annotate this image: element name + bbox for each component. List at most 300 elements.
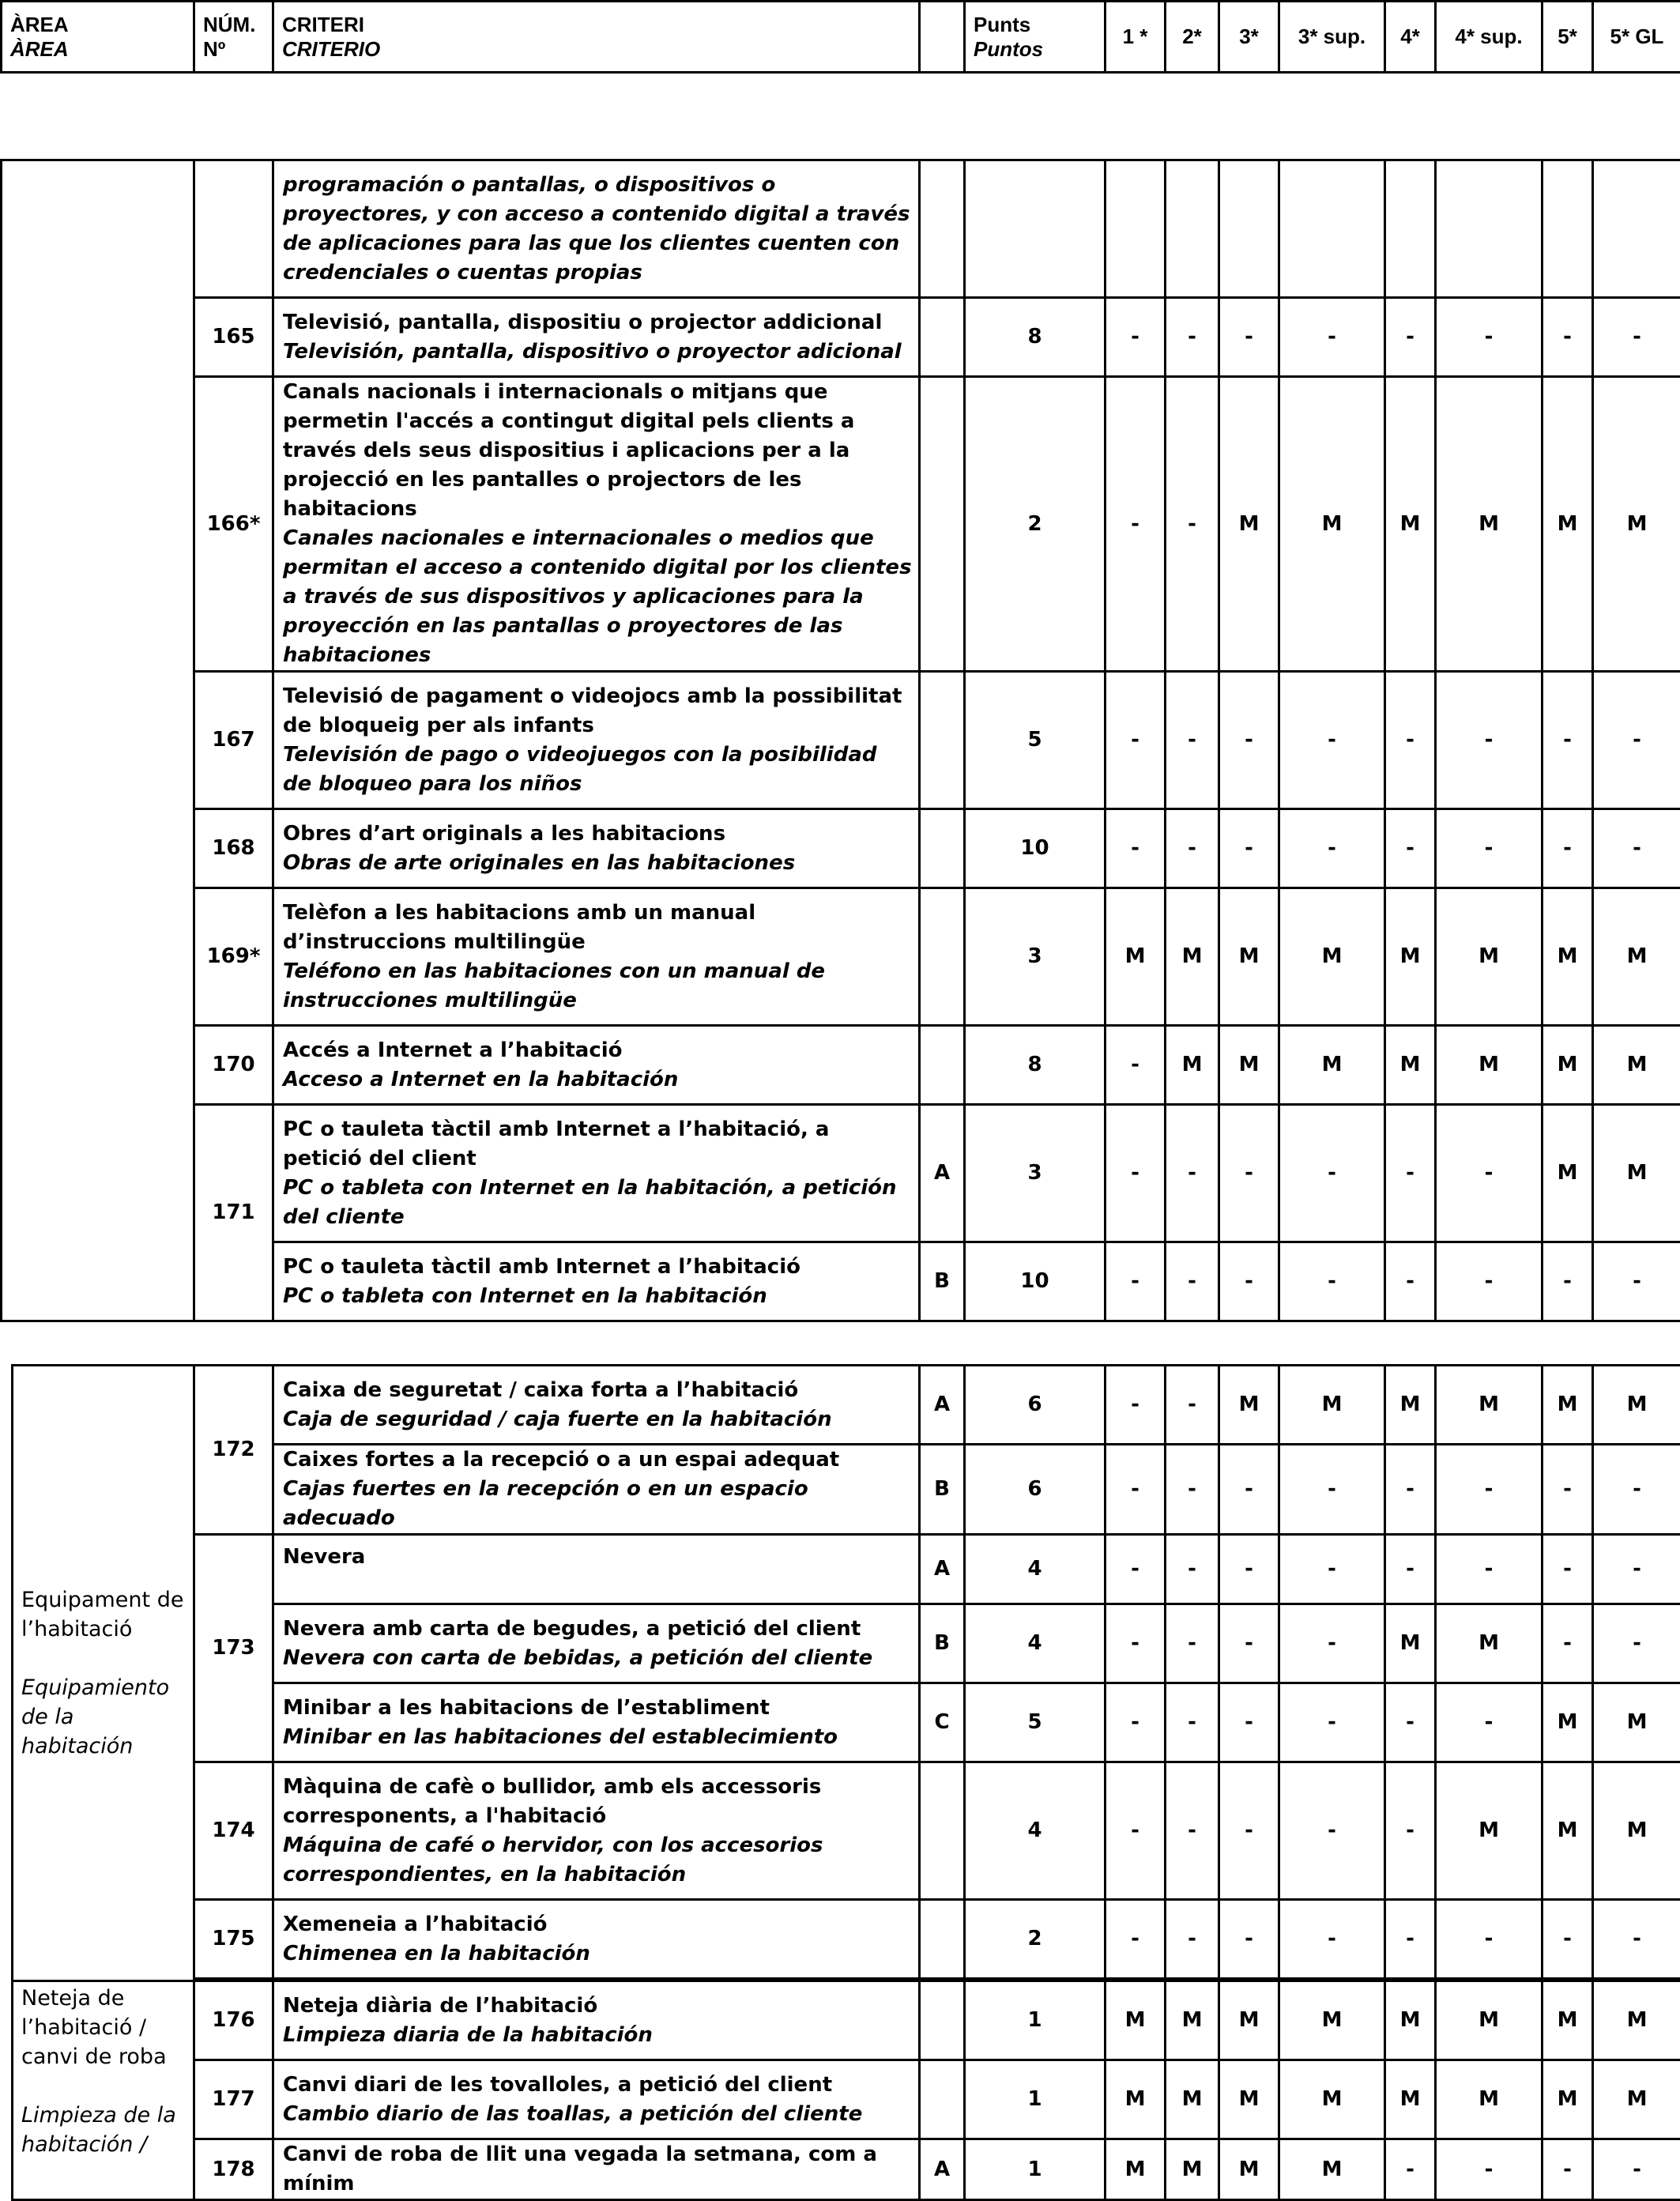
points-cell: 10	[965, 1242, 1106, 1321]
num-cell: 175	[194, 1900, 273, 1979]
grade-cell: M	[1385, 1604, 1436, 1683]
grade-cell: -	[1436, 672, 1543, 809]
area-es: Equipamiento de la habitación	[21, 1673, 190, 1761]
grade-cell: M	[1436, 1026, 1543, 1105]
grade-cell	[1219, 160, 1279, 298]
area-ca: Neteja de l’habitació / canvi de roba	[21, 1984, 190, 2071]
grade-cell: -	[1219, 809, 1279, 888]
grade-cell: M	[1385, 377, 1436, 672]
criterion-cell	[273, 888, 920, 1026]
criterion-ca: Canvi diari de les tovalloles, a petició del client	[283, 2071, 912, 2100]
grade-cell: -	[1543, 1445, 1593, 1535]
grade-cell: -	[1593, 1445, 1680, 1535]
grade-cell: -	[1436, 298, 1543, 377]
grade-cell: M	[1219, 888, 1279, 1026]
grade-cell: M	[1543, 888, 1593, 1026]
grade-cell: M	[1166, 1981, 1219, 2060]
grade-cell: M	[1219, 1981, 1279, 2060]
header-points	[965, 2, 1106, 73]
grade-cell: -	[1593, 1535, 1680, 1604]
grade-cell: M	[1543, 1683, 1593, 1762]
table-row	[13, 1535, 1680, 1604]
grade-cell: -	[1106, 1026, 1166, 1105]
grade-cell: -	[1106, 672, 1166, 809]
points-cell: 4	[965, 1762, 1106, 1900]
header-grade-5: 5*	[1543, 2, 1593, 73]
grade-cell: M	[1385, 888, 1436, 1026]
variant-cell	[920, 1762, 965, 1900]
grade-cell: -	[1106, 1445, 1166, 1535]
grade-cell: -	[1166, 298, 1219, 377]
grade-cell: M	[1543, 1762, 1593, 1900]
header-points-es: Puntos	[974, 37, 1104, 62]
grade-cell: M	[1385, 2060, 1436, 2139]
points-cell: 1	[965, 2139, 1106, 2200]
criterion-es: Televisión, pantalla, dispositivo o proyector adicional	[283, 337, 912, 367]
num-cell: 169*	[194, 888, 273, 1026]
criterion-ca: Accés a Internet a l’habitació	[283, 1036, 912, 1065]
grade-cell: -	[1385, 1762, 1436, 1900]
header-criterion-ca: CRITERI	[282, 13, 918, 37]
num-cell: 171	[194, 1105, 273, 1321]
header-grade-2: 2*	[1166, 2, 1219, 73]
grade-cell: -	[1166, 1762, 1219, 1900]
variant-cell	[920, 1900, 965, 1979]
grade-cell: -	[1385, 809, 1436, 888]
criterion-es: PC o tableta con Internet en la habitación	[283, 1282, 912, 1311]
header-criterion-es: CRITERIO	[282, 37, 918, 62]
grade-cell: -	[1106, 1604, 1166, 1683]
points-cell: 2	[965, 1900, 1106, 1979]
grade-cell: M	[1593, 888, 1680, 1026]
grade-cell: M	[1436, 1981, 1543, 2060]
grade-cell: -	[1543, 809, 1593, 888]
points-cell: 3	[965, 1105, 1106, 1242]
grade-cell: -	[1219, 1242, 1279, 1321]
criterion-es: Chimenea en la habitación	[283, 1939, 912, 1969]
num-cell: 178	[194, 2139, 273, 2200]
grade-cell: M	[1593, 1762, 1680, 1900]
grade-cell: -	[1385, 1105, 1436, 1242]
header-num-ca: NÚM.	[203, 13, 272, 37]
header-grade-4-sup: 4* sup.	[1436, 2, 1543, 73]
grade-cell: -	[1166, 809, 1219, 888]
grade-cell: -	[1436, 1445, 1543, 1535]
criterion-es: Limpieza diaria de la habitación	[283, 2021, 912, 2050]
grade-cell: -	[1106, 1242, 1166, 1321]
grade-cell	[1279, 160, 1385, 298]
grade-cell: -	[1436, 1683, 1543, 1762]
grade-cell: -	[1385, 1683, 1436, 1762]
variant-cell: A	[920, 1105, 965, 1242]
criterion-ca: PC o tauleta tàctil amb Internet a l’habitació, a petició del client	[283, 1115, 912, 1174]
grade-cell: M	[1106, 1981, 1166, 2060]
header-area-ca: ÀREA	[10, 13, 193, 37]
grade-cell: M	[1279, 2060, 1385, 2139]
grade-cell: M	[1279, 1981, 1385, 2060]
grade-cell: -	[1279, 809, 1385, 888]
criterion-continuation: programación o pantallas, o dispositivos o proyectores, y con acceso a contenido digital a través de aplicaciones para las que los clientes cuenten con credenciales o cuentas propias	[283, 171, 912, 288]
variant-cell: A	[920, 2139, 965, 2200]
criterion-cell	[273, 672, 920, 809]
variant-cell: B	[920, 1445, 965, 1535]
header-grade-4: 4*	[1385, 2, 1436, 73]
criterion-es: Máquina de café o hervidor, con los accesorios correspondientes, en la habitación	[283, 1831, 912, 1890]
criterion-ca: Xemeneia a l’habitació	[283, 1910, 912, 1939]
grade-cell: -	[1385, 1900, 1436, 1979]
header-area	[2, 2, 194, 73]
grade-cell: -	[1543, 1900, 1593, 1979]
grade-cell: -	[1219, 1683, 1279, 1762]
grade-cell: -	[1166, 1366, 1219, 1445]
criterion-ca: Canals nacionals i internacionals o mitjans que permetin l'accés a contingut digital pels clients a través dels seus dispositius i aplicacions per a la projecció en les pantalles o projectors de les habitacions	[283, 378, 912, 524]
grade-cell: -	[1279, 1535, 1385, 1604]
criterion-es: Televisión de pago o videojuegos con la posibilidad de bloqueo para los niños	[283, 741, 912, 799]
grade-cell: M	[1543, 1366, 1593, 1445]
criterion-es: Caja de seguridad / caja fuerte en la habitación	[283, 1405, 912, 1434]
criterion-cell	[273, 1445, 920, 1535]
criterion-es: Obras de arte originales en las habitaciones	[283, 849, 912, 878]
criterion-cell	[273, 1026, 920, 1105]
grade-cell: -	[1106, 377, 1166, 672]
grade-cell: -	[1166, 1445, 1219, 1535]
grade-cell: -	[1436, 1900, 1543, 1979]
grade-cell: M	[1106, 888, 1166, 1026]
criterion-es: PC o tableta con Internet en la habitación, a petición del cliente	[283, 1174, 912, 1232]
num-cell: 168	[194, 809, 273, 888]
table-row	[13, 1366, 1680, 1445]
grade-cell: -	[1279, 298, 1385, 377]
table-row	[2, 888, 1680, 1026]
grade-cell: M	[1543, 1981, 1593, 2060]
criterion-cell	[273, 1762, 920, 1900]
points-cell: 1	[965, 2060, 1106, 2139]
grade-cell: M	[1166, 1026, 1219, 1105]
variant-cell: B	[920, 1242, 965, 1321]
grade-cell: -	[1219, 672, 1279, 809]
criterion-ca: Caixa de seguretat / caixa forta a l’habitació	[283, 1376, 912, 1405]
points-cell: 4	[965, 1535, 1106, 1604]
grade-cell: M	[1543, 377, 1593, 672]
points-cell: 6	[965, 1445, 1106, 1535]
variant-cell	[920, 160, 965, 298]
grade-cell: -	[1593, 809, 1680, 888]
grade-cell: M	[1436, 888, 1543, 1026]
variant-cell: A	[920, 1366, 965, 1445]
grade-cell: M	[1166, 888, 1219, 1026]
header-grade-3-sup: 3* sup.	[1279, 2, 1385, 73]
num-cell: 177	[194, 2060, 273, 2139]
criteria-table-1	[0, 159, 1680, 1322]
points-cell: 5	[965, 672, 1106, 809]
grade-cell	[1385, 160, 1436, 298]
grade-cell: -	[1106, 1105, 1166, 1242]
variant-cell: C	[920, 1683, 965, 1762]
table-row	[13, 1762, 1680, 1900]
grade-cell: -	[1279, 1683, 1385, 1762]
criterion-ca: Neteja diària de l’habitació	[283, 1992, 912, 2021]
grade-cell: M	[1593, 1026, 1680, 1105]
grade-cell: -	[1385, 1445, 1436, 1535]
area-cell-room-equipment	[13, 1366, 194, 1981]
criterion-cell	[273, 298, 920, 377]
grade-cell: M	[1436, 1366, 1543, 1445]
grade-cell	[1593, 160, 1680, 298]
header-area-es: ÀREA	[10, 37, 193, 62]
grade-cell: M	[1385, 1026, 1436, 1105]
criterion-cell	[273, 2060, 920, 2139]
grade-cell: M	[1219, 2060, 1279, 2139]
criterion-es: Minibar en las habitaciones del establecimiento	[283, 1723, 912, 1752]
grade-cell: M	[1436, 2060, 1543, 2139]
grade-cell: M	[1436, 1762, 1543, 1900]
grade-cell: -	[1106, 809, 1166, 888]
grade-cell: M	[1279, 888, 1385, 1026]
grade-cell: -	[1436, 2139, 1543, 2200]
criterion-ca: PC o tauleta tàctil amb Internet a l’habitació	[283, 1253, 912, 1282]
header-num	[194, 2, 273, 73]
area-cell-room-cleaning	[13, 1981, 194, 2200]
criterion-es: Teléfono en las habitaciones con un manual de instrucciones multilingüe	[283, 957, 912, 1016]
num-cell: 165	[194, 298, 273, 377]
grade-cell: -	[1166, 1604, 1219, 1683]
grade-cell: -	[1279, 1762, 1385, 1900]
grade-cell: M	[1385, 1366, 1436, 1445]
header-criterion	[273, 2, 920, 73]
points-cell: 4	[965, 1604, 1106, 1683]
criterion-es: Acceso a Internet en la habitación	[283, 1065, 912, 1095]
criterion-cell	[273, 1604, 920, 1683]
criterion-cell	[273, 1981, 920, 2060]
criterion-cell	[273, 1105, 920, 1242]
grade-cell: -	[1593, 298, 1680, 377]
criterion-ca: Canvi de roba de llit una vegada la setmana, com a mínim	[283, 2140, 912, 2199]
criterion-ca: Nevera amb carta de begudes, a petició del client	[283, 1615, 912, 1644]
table-row	[2, 1026, 1680, 1105]
header-table	[0, 0, 1680, 73]
variant-cell: A	[920, 1535, 965, 1604]
criterion-es: Canales nacionales e internacionales o medios que permitan el acceso a contenido digital por los clientes a través de sus dispositivos y aplicaciones para la proyección en las pantallas o proyectores de las habitaciones	[283, 524, 912, 670]
criterion-cell	[273, 160, 920, 298]
table-row	[2, 298, 1680, 377]
variant-cell	[920, 672, 965, 809]
points-cell: 5	[965, 1683, 1106, 1762]
table-row	[2, 377, 1680, 672]
grade-cell	[1166, 160, 1219, 298]
num-cell: 166*	[194, 377, 273, 672]
points-cell: 2	[965, 377, 1106, 672]
grade-cell: M	[1543, 2060, 1593, 2139]
grade-cell: M	[1279, 1026, 1385, 1105]
variant-cell	[920, 888, 965, 1026]
criterion-es: Cambio diario de las toallas, a petición del cliente	[283, 2100, 912, 2129]
grade-cell: -	[1593, 2139, 1680, 2200]
grade-cell: -	[1106, 1683, 1166, 1762]
grade-cell: -	[1279, 1900, 1385, 1979]
criterion-cell	[273, 809, 920, 888]
grade-cell: M	[1219, 1366, 1279, 1445]
grade-cell: M	[1593, 1981, 1680, 2060]
num-cell: 173	[194, 1535, 273, 1762]
variant-cell: B	[920, 1604, 965, 1683]
grade-cell: M	[1219, 377, 1279, 672]
grade-cell	[1543, 160, 1593, 298]
table-row	[2, 1105, 1680, 1242]
grade-cell: -	[1543, 2139, 1593, 2200]
grade-cell: -	[1106, 1535, 1166, 1604]
criterion-ca: Minibar a les habitacions de l’establiment	[283, 1694, 912, 1723]
grade-cell: M	[1543, 1105, 1593, 1242]
area-ca: Equipament de l’habitació	[21, 1585, 190, 1644]
grade-cell: -	[1543, 298, 1593, 377]
criterion-ca: Telèfon a les habitacions amb un manual d’instruccions multilingüe	[283, 899, 912, 957]
header-variant	[920, 2, 965, 73]
grade-cell: M	[1593, 2060, 1680, 2139]
grade-cell: -	[1219, 1535, 1279, 1604]
criterion-cell	[273, 1366, 920, 1445]
grade-cell: -	[1543, 1242, 1593, 1321]
points-cell: 6	[965, 1366, 1106, 1445]
grade-cell: -	[1543, 672, 1593, 809]
grade-cell: -	[1436, 1535, 1543, 1604]
grade-cell: -	[1385, 298, 1436, 377]
grade-cell: M	[1219, 2139, 1279, 2200]
grade-cell: -	[1385, 1535, 1436, 1604]
grade-cell: -	[1385, 1242, 1436, 1321]
points-cell	[965, 160, 1106, 298]
grade-cell: M	[1166, 2060, 1219, 2139]
grade-cell: -	[1106, 1762, 1166, 1900]
area-es: Limpieza de la habitación /	[21, 2101, 190, 2159]
variant-cell	[920, 2060, 965, 2139]
grade-cell: -	[1166, 1683, 1219, 1762]
grade-cell: -	[1166, 377, 1219, 672]
header-grade-1: 1 *	[1106, 2, 1166, 73]
header-grade-3: 3*	[1219, 2, 1279, 73]
num-cell: 174	[194, 1762, 273, 1900]
grade-cell: -	[1436, 1105, 1543, 1242]
criterion-cell	[273, 1242, 920, 1321]
grade-cell: -	[1543, 1604, 1593, 1683]
grade-cell: -	[1543, 1535, 1593, 1604]
grade-cell: M	[1593, 377, 1680, 672]
grade-cell: -	[1593, 1604, 1680, 1683]
grade-cell: -	[1219, 1900, 1279, 1979]
grade-cell: M	[1106, 2139, 1166, 2200]
grade-cell	[1106, 160, 1166, 298]
criterion-cell	[273, 377, 920, 672]
grade-cell: M	[1385, 1981, 1436, 2060]
grade-cell: M	[1219, 1026, 1279, 1105]
header-num-es: Nº	[203, 37, 272, 62]
variant-cell	[920, 1981, 965, 2060]
criterion-ca: Caixes fortes a la recepció o a un espai adequat	[283, 1445, 912, 1475]
grade-cell: M	[1106, 2060, 1166, 2139]
grade-cell: -	[1106, 298, 1166, 377]
grade-cell: -	[1593, 1900, 1680, 1979]
points-cell: 8	[965, 1026, 1106, 1105]
grade-cell: -	[1593, 672, 1680, 809]
points-cell: 3	[965, 888, 1106, 1026]
criterion-ca: Màquina de cafè o bullidor, amb els accessoris corresponents, a l'habitació	[283, 1773, 912, 1831]
variant-cell	[920, 298, 965, 377]
grade-cell: -	[1279, 672, 1385, 809]
grade-cell: -	[1219, 1445, 1279, 1535]
grade-cell: -	[1279, 1604, 1385, 1683]
variant-cell	[920, 1026, 965, 1105]
points-cell: 1	[965, 1981, 1106, 2060]
grade-cell: M	[1279, 2139, 1385, 2200]
grade-cell: -	[1593, 1242, 1680, 1321]
grade-cell: -	[1106, 1366, 1166, 1445]
grade-cell: M	[1436, 1604, 1543, 1683]
grade-cell: -	[1219, 1604, 1279, 1683]
table-row	[2, 160, 1680, 298]
grade-cell: M	[1593, 1683, 1680, 1762]
grade-cell: -	[1166, 1242, 1219, 1321]
grade-cell	[1436, 160, 1543, 298]
grade-cell: -	[1436, 809, 1543, 888]
criterion-cell	[273, 1900, 920, 1979]
criteria-table-2	[11, 1364, 1680, 2201]
num-cell: 170	[194, 1026, 273, 1105]
grade-cell: M	[1543, 1026, 1593, 1105]
table-row	[13, 1900, 1680, 1979]
table-row	[13, 2060, 1680, 2139]
grade-cell: -	[1166, 1900, 1219, 1979]
criterion-ca: Nevera	[283, 1543, 912, 1572]
grade-cell: M	[1279, 1366, 1385, 1445]
points-cell: 10	[965, 809, 1106, 888]
grade-cell: M	[1279, 377, 1385, 672]
area-cell	[2, 160, 194, 1321]
grade-cell: -	[1385, 672, 1436, 809]
variant-cell	[920, 809, 965, 888]
num-cell: 172	[194, 1366, 273, 1535]
criterion-ca: Televisió de pagament o videojocs amb la possibilitat de bloqueig per als infants	[283, 682, 912, 741]
criterion-ca: Obres d’art originals a les habitacions	[283, 820, 912, 849]
grade-cell: -	[1436, 1242, 1543, 1321]
criterion-es: Cajas fuertes en la recepción o en un espacio adecuado	[283, 1475, 912, 1533]
num-cell	[194, 160, 273, 298]
grade-cell: -	[1166, 1535, 1219, 1604]
table-row	[2, 809, 1680, 888]
grade-cell: M	[1436, 377, 1543, 672]
table-row	[2, 672, 1680, 809]
num-cell: 176	[194, 1981, 273, 2060]
grade-cell: M	[1593, 1105, 1680, 1242]
grade-cell: -	[1279, 1105, 1385, 1242]
criterion-cell	[273, 2139, 920, 2200]
grade-cell: -	[1166, 1105, 1219, 1242]
grade-cell: -	[1219, 298, 1279, 377]
grade-cell: -	[1166, 672, 1219, 809]
header-points-ca: Punts	[974, 13, 1104, 37]
grade-cell: -	[1219, 1762, 1279, 1900]
grade-cell: -	[1279, 1242, 1385, 1321]
grade-cell: -	[1279, 1445, 1385, 1535]
criterion-ca: Televisió, pantalla, dispositiu o projector addicional	[283, 308, 912, 337]
header-grade-5-gl: 5* GL	[1593, 2, 1680, 73]
criterion-cell	[273, 1535, 920, 1604]
criterion-es: Nevera con carta de bebidas, a petición del cliente	[283, 1644, 912, 1673]
grade-cell: -	[1385, 2139, 1436, 2200]
table-row	[13, 1981, 1680, 2060]
num-cell: 167	[194, 672, 273, 809]
criterion-cell	[273, 1683, 920, 1762]
grade-cell: M	[1166, 2139, 1219, 2200]
variant-cell	[920, 377, 965, 672]
